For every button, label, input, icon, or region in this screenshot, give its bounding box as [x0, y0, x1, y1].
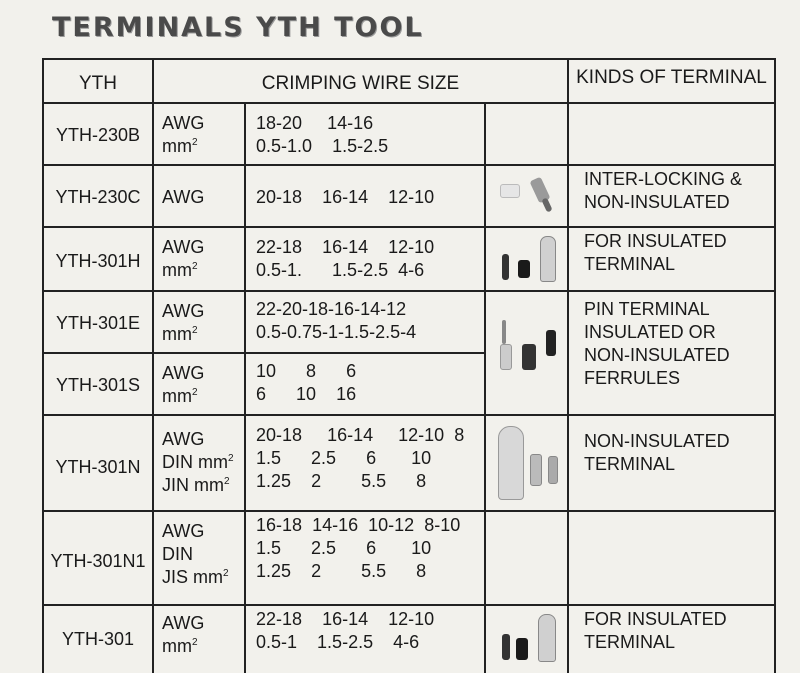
row-wire-sizes: 22-18 16-14 12-10 0.5-1. 1.5-2.5 4-6: [256, 237, 435, 280]
row-kind: PIN TERMINAL INSULATED OR NON-INSULATED FERRULES: [584, 299, 730, 388]
row-model: YTH-301: [61, 629, 135, 649]
row-units: AWG DIN $mm^2$ JIN $mm^2$: [162, 429, 234, 495]
row-units: AWG DIN JIS $mm^2$: [162, 521, 229, 587]
header-kinds: KINDS OF TERMINAL: [576, 67, 767, 88]
row-wire-sizes: 18-20 14-16 0.5-1.0 1.5-2.5: [256, 113, 389, 156]
row-wire-sizes: 20-18 16-14 12-10: [256, 187, 435, 207]
terminal-table: [42, 58, 776, 673]
page-title: TERMINALS YTH TOOL: [52, 12, 424, 43]
row-wire-sizes: 20-18 16-14 12-10 8 1.5 2.5 6 10 1.25 2 5.5 8: [256, 425, 465, 491]
row-model: YTH-230B: [55, 125, 141, 145]
row-model: YTH-301E: [55, 313, 141, 333]
row-kind: INTER-LOCKING & NON-INSULATED: [584, 169, 743, 212]
row-units: AWG $mm^2$: [162, 363, 205, 406]
terminal-image: [494, 610, 564, 670]
terminal-image: [494, 420, 564, 504]
row-model: YTH-230C: [55, 187, 141, 207]
row-wire-sizes: 10 8 6 6 10 16: [256, 361, 357, 404]
row-model: YTH-301H: [55, 251, 141, 271]
row-wire-sizes: 16-18 14-16 10-12 8-10 1.5 2.5 6 10 1.25 2 5.5 8: [256, 515, 461, 581]
terminal-image: [494, 310, 564, 380]
row-units: AWG $mm^2$: [162, 301, 205, 344]
row-wire-sizes: 22-18 16-14 12-10 0.5-1 1.5-2.5 4-6: [256, 609, 435, 652]
terminal-image: [494, 232, 564, 288]
row-kind: FOR INSULATED TERMINAL: [584, 231, 727, 274]
row-model: YTH-301N: [55, 457, 141, 477]
header-model: YTH: [79, 73, 117, 94]
row-kind: NON-INSULATED TERMINAL: [584, 431, 730, 474]
row-model: YTH-301N1: [50, 551, 146, 571]
row-units: AWG $mm^2$: [162, 613, 205, 656]
row-units: AWG: [162, 187, 205, 207]
row-wire-sizes: 22-20-18-16-14-12 0.5-0.75-1-1.5-2.5-4: [256, 299, 417, 342]
header-crimping: CRIMPING WIRE SIZE: [261, 73, 460, 94]
terminal-image: [494, 172, 564, 222]
row-kind: FOR INSULATED TERMINAL: [584, 609, 727, 652]
row-model: YTH-301S: [55, 375, 141, 395]
row-units: AWG $mm^2$: [162, 237, 205, 280]
row-units: AWG $mm^2$: [162, 113, 205, 156]
